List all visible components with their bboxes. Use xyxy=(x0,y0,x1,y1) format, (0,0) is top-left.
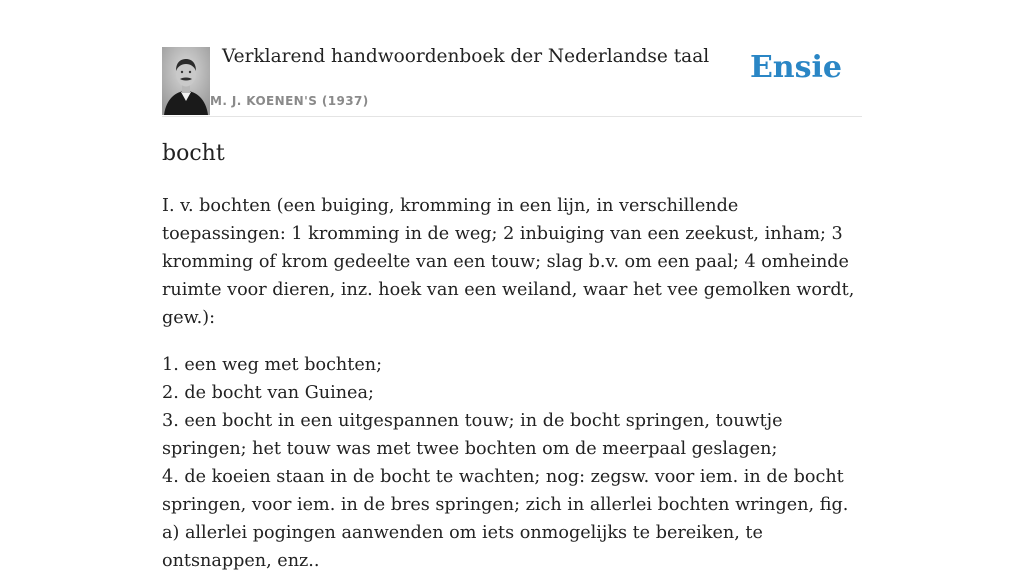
entry-body xyxy=(162,192,867,575)
site-header xyxy=(162,0,862,117)
author-portrait-icon xyxy=(162,47,210,115)
entry-headword: bocht xyxy=(162,141,225,166)
example-4: 4. de koeien staan in de bocht te wachten; nog: zegsw. voor iem. in de bocht springen, voor iem. in de bres springen; zich in allerlei bochten wringen, fig. a) allerlei pogingen aanwenden om iets onmogelijks te bereiken, te ontsnappen, enz.. xyxy=(162,467,849,571)
example-3: 3. een bocht in een uitgespannen touw; in de bocht springen, touwtje springen; het touw was met twee bochten om de meerpaal geslagen; xyxy=(162,411,783,459)
example-2: 2. de bocht van Guinea; xyxy=(162,383,374,403)
entry-definition: I. v. bochten (een buiging, kromming in een lijn, in verschillende toepassingen: 1 kromming in de weg; 2 inbuiging van een zeekust, inham; 3 kromming of krom gedeelte van een touw; slag b.v. om een paal; 4 omheinde ruimte voor dieren, inz. hoek van een weiland, waar het vee gemolken wordt, gew.): xyxy=(162,196,855,328)
book-title: Verklarend handwoordenboek der Nederlandse taal xyxy=(222,46,710,67)
author-subtitle: M. J. KOENEN'S (1937) xyxy=(210,94,369,108)
example-1: 1. een weg met bochten; xyxy=(162,355,382,375)
ensie-logo-link[interactable]: Ensie xyxy=(749,50,842,85)
